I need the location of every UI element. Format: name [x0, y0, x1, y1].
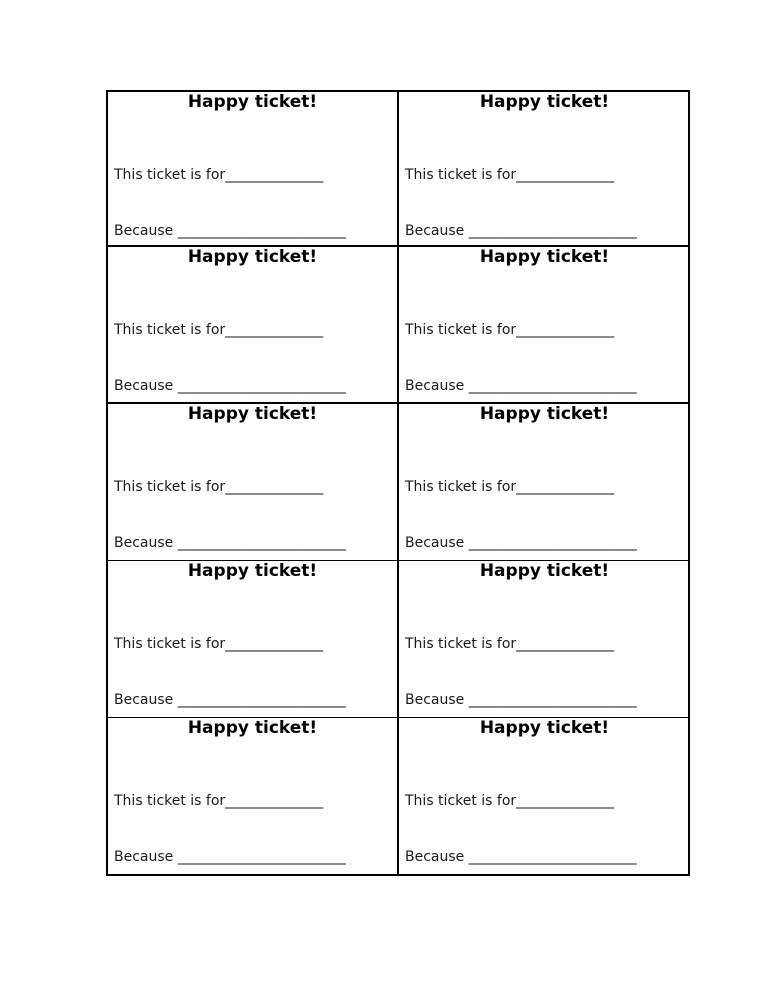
- ticket-title: Happy ticket!: [187, 92, 318, 112]
- ticket-body: [405, 441, 684, 561]
- ticket-because-line: Because ________________________: [405, 377, 637, 394]
- ticket-title: Happy ticket!: [187, 718, 318, 738]
- ticket-title: Happy ticket!: [187, 561, 318, 581]
- ticket-because-line: Because ________________________: [114, 534, 346, 551]
- ticket-for-line: This ticket is for______________: [405, 167, 615, 183]
- ticket-title: Happy ticket!: [187, 404, 318, 424]
- ticket-sheet: [106, 90, 690, 876]
- ticket: [108, 92, 399, 247]
- ticket-title: Happy ticket!: [187, 247, 318, 267]
- ticket-because-line: Because ________________________: [405, 534, 637, 551]
- ticket-body: [405, 284, 684, 404]
- ticket-for-line: This ticket is for______________: [114, 479, 324, 495]
- ticket-title: Happy ticket!: [479, 247, 610, 267]
- ticket: [108, 247, 399, 404]
- ticket-for-line: This ticket is for______________: [114, 322, 324, 338]
- ticket-for-line: This ticket is for______________: [405, 793, 615, 809]
- ticket: [399, 92, 690, 247]
- ticket-body: [114, 441, 391, 561]
- ticket-body: [114, 598, 391, 718]
- ticket-because-line: Because ________________________: [114, 222, 346, 239]
- ticket-because-line: Because ________________________: [405, 222, 637, 239]
- ticket-for-line: This ticket is for______________: [405, 636, 615, 652]
- ticket: [108, 404, 399, 561]
- ticket: [399, 404, 690, 561]
- ticket-for-line: This ticket is for______________: [114, 636, 324, 652]
- ticket-because-line: Because ________________________: [114, 377, 346, 394]
- ticket-title: Happy ticket!: [479, 404, 610, 424]
- ticket-for-line: This ticket is for______________: [405, 322, 615, 338]
- ticket-title: Happy ticket!: [479, 561, 610, 581]
- ticket-body: [114, 284, 391, 404]
- ticket-body: [114, 129, 391, 247]
- ticket-body: [405, 598, 684, 718]
- ticket-title: Happy ticket!: [479, 718, 610, 738]
- ticket-because-line: Because ________________________: [114, 691, 346, 708]
- ticket: [399, 718, 690, 874]
- ticket-for-line: This ticket is for______________: [114, 793, 324, 809]
- ticket-for-line: This ticket is for______________: [114, 167, 324, 183]
- ticket: [399, 561, 690, 718]
- ticket: [108, 561, 399, 718]
- ticket-because-line: Because ________________________: [114, 848, 346, 865]
- ticket-body: [114, 755, 391, 874]
- ticket-title: Happy ticket!: [479, 92, 610, 112]
- ticket: [399, 247, 690, 404]
- ticket: [108, 718, 399, 874]
- ticket-because-line: Because ________________________: [405, 691, 637, 708]
- ticket-because-line: Because ________________________: [405, 848, 637, 865]
- ticket-body: [405, 755, 684, 874]
- ticket-body: [405, 129, 684, 247]
- ticket-for-line: This ticket is for______________: [405, 479, 615, 495]
